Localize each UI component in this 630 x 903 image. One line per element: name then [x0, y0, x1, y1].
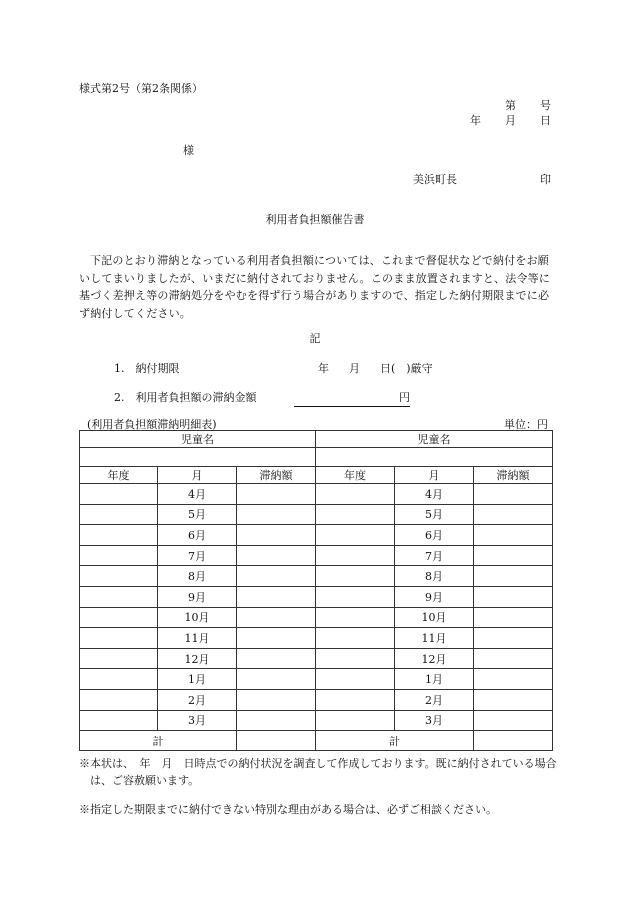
col-year-left: 年度: [80, 467, 158, 484]
month-cell-left: 6月: [158, 525, 237, 546]
month-cell-left: 8月: [158, 566, 237, 587]
month-cell-right: 4月: [395, 484, 474, 505]
year-cell-left: [80, 648, 158, 669]
table-row: [80, 689, 553, 710]
month-cell-right: 2月: [395, 689, 474, 710]
amount-cell-left: [237, 689, 316, 710]
table-row: [80, 525, 553, 546]
table-row: [80, 504, 553, 525]
amount-cell-right: [474, 566, 553, 587]
doc-number-prefix: 第: [505, 99, 516, 112]
deadline-date: [318, 360, 433, 376]
document-date: [470, 112, 551, 128]
amount-cell-left: [237, 586, 316, 607]
month-cell-left: 5月: [158, 504, 237, 525]
amount-cell-right: [474, 525, 553, 546]
deadline-label: 1. 納付期限: [114, 362, 180, 375]
year-cell-left: [80, 484, 158, 505]
amount-cell-left: [237, 504, 316, 525]
deadline-month: 月: [349, 362, 360, 375]
total-label-right: 計: [316, 731, 474, 751]
month-cell-left: 10月: [158, 607, 237, 628]
amount-cell-right: [474, 545, 553, 566]
amount-label: 2. 利用者負担額の滞納金額: [114, 391, 257, 404]
amount-cell-left: [237, 545, 316, 566]
date-year: 年: [470, 114, 481, 127]
year-cell-right: [316, 710, 395, 731]
body-paragraph: 下記のとおり滞納となっている利用者負担額については、これまで督促状などで納付をお願いしてまいりましたが、いまだに納付されておりません。このまま放置されますと、法令等に基づく差押え等の滞納処分をやむを得ず行う場合がありますので、指定した納付期限までに必ず納付してください。: [79, 254, 551, 320]
issuer-name: 美浜町長: [413, 173, 457, 186]
amount-cell-left: [237, 669, 316, 690]
year-cell-left: [80, 689, 158, 710]
note-consultation: ※指定した期限までに納付できない特別な理由がある場合は、必ずご相談ください。: [79, 803, 497, 816]
month-cell-left: 3月: [158, 710, 237, 731]
year-cell-right: [316, 628, 395, 649]
total-label-left: 計: [80, 731, 237, 751]
year-cell-left: [80, 504, 158, 525]
month-cell-right: 9月: [395, 586, 474, 607]
child-name-header-row: [80, 431, 553, 448]
month-cell-left: 4月: [158, 484, 237, 505]
document-number: [505, 97, 551, 113]
year-cell-right: [316, 607, 395, 628]
amount-cell-right: [474, 669, 553, 690]
amount-cell-left: [237, 484, 316, 505]
year-cell-right: [316, 504, 395, 525]
ki-heading: 記: [309, 332, 321, 345]
col-month-right: 月: [395, 467, 474, 484]
year-cell-left: [80, 586, 158, 607]
table-row: [80, 484, 553, 505]
amount-cell-left: [237, 628, 316, 649]
total-row: [80, 731, 553, 751]
document-title: 利用者負担額催告書: [265, 213, 365, 226]
table-row: [80, 607, 553, 628]
amount-field: [294, 389, 410, 407]
amount-cell-right: [474, 484, 553, 505]
col-month-left: 月: [158, 467, 237, 484]
deadline-year: 年: [318, 362, 329, 375]
month-cell-left: 7月: [158, 545, 237, 566]
month-cell-left: 2月: [158, 689, 237, 710]
amount-cell-left: [237, 525, 316, 546]
col-amount-right: 滞納額: [474, 467, 553, 484]
date-day: 日: [540, 114, 551, 127]
year-cell-left: [80, 566, 158, 587]
child-name-header-left: 児童名: [80, 431, 316, 448]
year-cell-left: [80, 607, 158, 628]
amount-cell-right: [474, 648, 553, 669]
table-unit: 単位：円: [504, 418, 548, 431]
arrears-detail-table: [79, 430, 553, 751]
amount-cell-right: [474, 586, 553, 607]
addressee: 様: [183, 144, 194, 157]
col-year-right: 年度: [316, 467, 395, 484]
month-cell-right: 5月: [395, 504, 474, 525]
amount-cell-right: [474, 607, 553, 628]
month-cell-right: 10月: [395, 607, 474, 628]
year-cell-right: [316, 669, 395, 690]
year-cell-left: [80, 710, 158, 731]
year-cell-right: [316, 566, 395, 587]
year-cell-right: [316, 586, 395, 607]
amount-cell-right: [474, 689, 553, 710]
form-number: 様式第2号（第2条関係）: [79, 82, 203, 95]
year-cell-left: [80, 628, 158, 649]
month-cell-right: 6月: [395, 525, 474, 546]
year-cell-right: [316, 648, 395, 669]
seal-mark: 印: [540, 173, 551, 186]
amount-cell-left: [237, 566, 316, 587]
year-cell-right: [316, 689, 395, 710]
table-row: [80, 586, 553, 607]
total-amount-right: [474, 731, 553, 751]
year-cell-right: [316, 545, 395, 566]
table-row: [80, 545, 553, 566]
amount-cell-right: [474, 710, 553, 731]
child-name-cell-right: [316, 448, 553, 467]
total-amount-left: [237, 731, 316, 751]
month-cell-right: 7月: [395, 545, 474, 566]
date-month: 月: [505, 114, 516, 127]
table-caption: (利用者負担額滞納明細表): [87, 418, 217, 431]
year-cell-left: [80, 669, 158, 690]
child-name-header-right: 児童名: [316, 431, 553, 448]
table-row: [80, 710, 553, 731]
month-cell-left: 9月: [158, 586, 237, 607]
month-cell-right: 12月: [395, 648, 474, 669]
month-cell-right: 11月: [395, 628, 474, 649]
table-row: [80, 566, 553, 587]
amount-cell-left: [237, 607, 316, 628]
amount-cell-left: [237, 648, 316, 669]
month-cell-right: 8月: [395, 566, 474, 587]
month-cell-left: 1月: [158, 669, 237, 690]
month-cell-right: 1月: [395, 669, 474, 690]
month-cell-left: 11月: [158, 628, 237, 649]
deadline-day: 日( )厳守: [380, 362, 433, 375]
col-amount-left: 滞納額: [237, 467, 316, 484]
note-status-date: ※本状は、 年 月 日時点での納付状況を調査して作成しております。既に納付されている場合は、ご容赦願います。: [79, 757, 557, 787]
year-cell-right: [316, 525, 395, 546]
year-cell-left: [80, 525, 158, 546]
month-cell-right: 3月: [395, 710, 474, 731]
month-cell-left: 12月: [158, 648, 237, 669]
amount-cell-right: [474, 504, 553, 525]
column-header-row: [80, 467, 553, 484]
child-name-cell-left: [80, 448, 316, 467]
table-row: [80, 628, 553, 649]
table-row: [80, 648, 553, 669]
amount-unit: 円: [399, 391, 410, 404]
year-cell-right: [316, 484, 395, 505]
year-cell-left: [80, 545, 158, 566]
amount-cell-left: [237, 710, 316, 731]
doc-number-suffix: 号: [540, 99, 551, 112]
amount-cell-right: [474, 628, 553, 649]
table-row: [80, 669, 553, 690]
child-name-row: [80, 448, 553, 467]
